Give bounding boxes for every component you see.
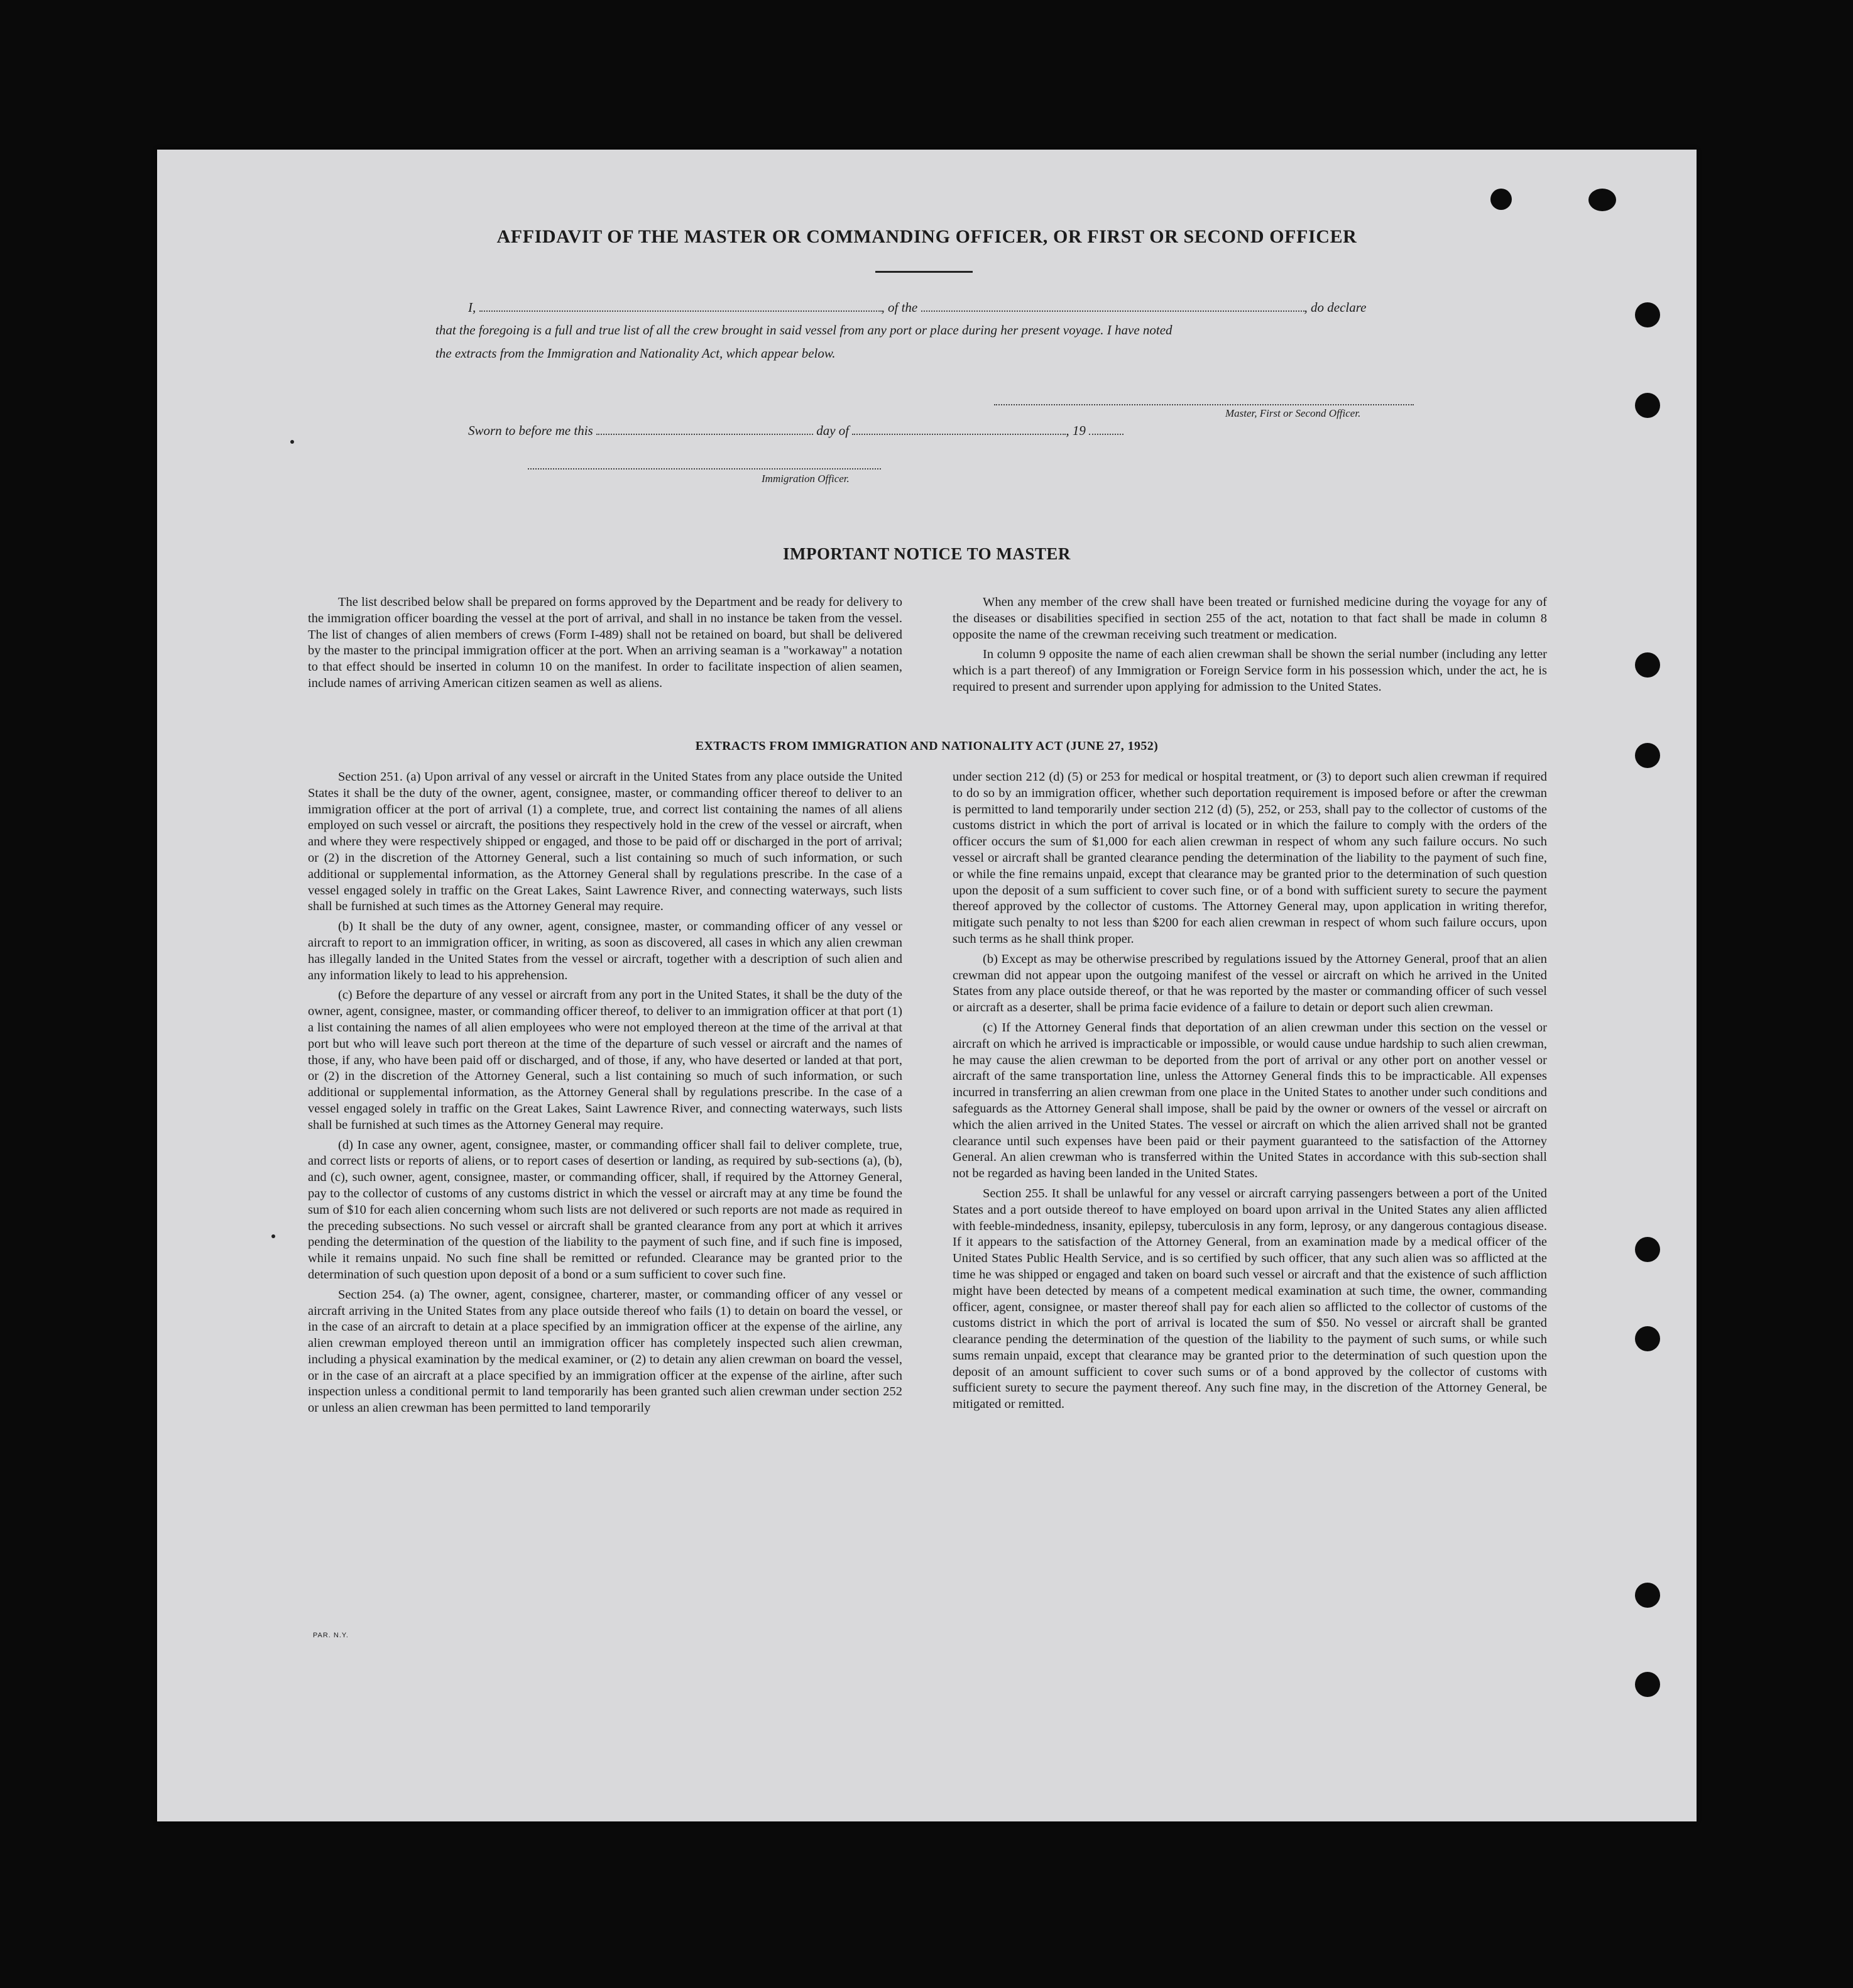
section-254a: Section 254. (a) The owner, agent, consignee, charterer, master, or commanding officer of any vessel or aircraft arriving in the United States from any place outside thereof who fails (1) to detain on board the vessel, or in the case of an aircraft to detain at a place specified by an immigration officer at the expense of the airline, any alien crewman employed thereon until an immigration officer has completely inspected such alien crewman, including a physical examination by the medical examiner, or (2) to detain any alien crewman on board the vessel, or in the case of an aircraft at a place specified by an immigration officer at the expense of the airline, after such inspection unless a conditional permit to land temporarily has been granted such alien crewman under section 252 or unless an alien crewman has been permitted to land temporarily — [308, 1287, 902, 1415]
punch-hole-icon — [1588, 189, 1616, 211]
section-254b: (b) Except as may be otherwise prescribed by regulations issued by the Attorney General, proof that an alien crewman did not appear upon the outgoing manifest of the vessel or aircraft on which he arrived in the United States from any place outside thereof, or that he was reported by the master or commanding officer of such vessel or aircraft as a deserter, shall be prima facie evidence of a failure to detain or deport such alien crewman. — [953, 952, 1547, 1015]
notice-left-column — [308, 595, 902, 696]
punch-hole-icon — [1635, 1237, 1660, 1262]
affidavit-line-3: the extracts from the Immigration and Nationality Act, which appear below. — [435, 346, 836, 361]
document-page — [157, 150, 1697, 1821]
punch-hole-icon — [1635, 1326, 1660, 1351]
title-divider — [875, 271, 973, 273]
of-the-label: , of the — [881, 300, 918, 315]
sworn-label: Sworn to before me this — [468, 423, 593, 438]
sworn-month-blank[interactable] — [852, 422, 1066, 435]
punch-hole-icon — [1490, 189, 1512, 210]
sworn-year-blank[interactable] — [1089, 422, 1123, 435]
punch-hole-icon — [1635, 1672, 1660, 1697]
year-label: , 19 — [1066, 423, 1086, 438]
notice-right-column — [953, 595, 1547, 700]
affidavit-title: AFFIDAVIT OF THE MASTER OR COMMANDING OFFICER, OR FIRST OR SECOND OFFICER — [496, 226, 1357, 247]
section-251d: (d) In case any owner, agent, consignee, master, or commanding officer shall fail to deliver complete, true, and correct lists or reports of aliens, or to report cases of desertion or landing, as required by sub-sections (a), (b), and (c), such owner, agent, consignee, master, or commanding officer, shall, if required by the Attorney General, pay to the collector of customs of any customs district in which the vessel or aircraft may at any time be found the sum of $10 for each alien concerning whom such lists are not delivered or such reports are not made as required in the preceding subsections. No such vessel or aircraft shall be granted clearance from any port at which it arrives pending the determination of the question of the liability to the payment of such fine, and if such fine is imposed, while it remains unpaid. No such fine shall be remitted or refunded. Clearance may be granted prior to the determination of such question upon deposit of a bond or a sum sufficient to cover such fine. — [308, 1138, 902, 1282]
sworn-date-blank[interactable] — [596, 422, 813, 435]
master-signature-label: Master, First or Second Officer. — [1225, 407, 1361, 419]
immigration-officer-signature-line[interactable] — [528, 467, 881, 470]
do-declare-label: , do declare — [1304, 300, 1367, 315]
extracts-title: EXTRACTS FROM IMMIGRATION AND NATIONALITY ACT (JUNE 27, 1952) — [695, 739, 1159, 753]
ink-speck — [271, 1234, 275, 1238]
master-signature-line[interactable] — [994, 403, 1414, 405]
punch-hole-icon — [1635, 393, 1660, 418]
affidavit-line-1 — [468, 299, 1366, 316]
vessel-blank[interactable] — [921, 299, 1304, 312]
section-251c: (c) Before the departure of any vessel or aircraft from any port in the United States, it shall be the duty of the owner, agent, consignee, master, or commanding officer thereof, to deliver to an immigration officer at that port (1) a list containing the names of all alien employees who were not employed thereon at the time of the arrival at that port but who will leave such port thereon at the time of the departure of such vessel or aircraft and the names of those, if any, who have been paid off or discharged, and of those, if any, who have deserted or landed at that port, or (2) in the discretion of the Attorney General, such a list containing so much of such information, or such additional or supplemental information, as the Attorney General shall by regulations prescribe. In the case of a vessel engaged solely in traffic on the Great Lakes, Saint Lawrence River, and connecting waterways, such lists shall be furnished at such times as the Attorney General may require. — [308, 988, 902, 1132]
section-254a-continued: under section 212 (d) (5) or 253 for medical or hospital treatment, or (3) to deport such alien crewman if required to do so by an immigration officer, whether such deportation requirement is imposed before or after the crewman is permitted to land temporarily under section 212 (d) (5), 252, or 253, shall pay to the collector of customs of the customs district in which the port of arrival is located or in which the failure to comply with the orders of the officer occurs the sum of $1,000 for each alien crewman in respect of whom any such failure occurs. No such vessel or aircraft shall be granted clearance pending the determination of the liability to the payment of such fine, or while the fine remains unpaid, except that clearance may be granted prior to the determination of such question upon the deposit of a sum sufficient to cover such fine, or of a bond with sufficient surety to secure the payment thereof approved by the collector of customs. The Attorney General may, upon application in writing therefor, mitigate such penalty to not less than $200 for each alien crewman in respect of whom such failure occurs, upon such terms as he shall think proper. — [953, 770, 1547, 946]
notice-right-paragraph-2: In column 9 opposite the name of each alien crewman shall be shown the serial number (including any letter which is a part thereof) of any Immigration or Foreign Service form in his possession which, under the act, he is required to present and surrender upon applying for admission to the United States. — [953, 647, 1547, 694]
printer-mark: PAR. N.Y. — [313, 1632, 349, 1639]
extracts-right-column — [953, 769, 1547, 1417]
punch-hole-icon — [1635, 652, 1660, 678]
notice-right-paragraph-1: When any member of the crew shall have been treated or furnished medicine during the voyage for any of the diseases or disabilities specified in section 255 of the act, notation to that fact shall be made in column 8 opposite the name of the crewman receiving such treatment or medication. — [953, 595, 1547, 642]
extracts-left-column — [308, 769, 902, 1420]
section-255: Section 255. It shall be unlawful for any vessel or aircraft carrying passengers between a port of the United States and a port outside thereof to have employed on board upon arrival in the United States any alien afflicted with feeble-mindedness, insanity, epilepsy, tuberculosis in any form, leprosy, or any dangerous contagious disease. If it appears to the satisfaction of the Attorney General, from an examination made by a medical officer of the United States Public Health Service, and is so certified by such officer, that any such alien was so afflicted at the time he was shipped or engaged and taken on board such vessel or aircraft and that the existence of such affliction might have been detected by means of a competent medical examination at such time, the owner, commanding officer, agent, consignee, or master thereof shall pay for each alien so afflicted to the collector of customs of the customs district in which the port of arrival is located the sum of $50. No vessel or aircraft shall be granted clearance pending the determination of the question of the liability to the payment of such sums, or while such sums remain unpaid, except that clearance may be granted prior to the determination of such question upon the deposit of an amount sufficient to cover such sums or of a bond approved by the collector of customs with sufficient surety to secure the payment thereof. Any such fine may, in the discretion of the Attorney General, be mitigated or remitted. — [953, 1186, 1547, 1412]
notice-left-paragraph: The list described below shall be prepared on forms approved by the Department and be ready for delivery to the immigration officer boarding the vessel at the port of arrival, and shall in no instance be taken from the vessel. The list of changes of alien members of crews (Form I-489) shall not be retained on board, but shall be delivered by the master to the principal immigration officer at the port. When an arriving seaman is a "workaway" a notation to that effect should be inserted in column 10 on the manifest. In order to facilitate inspection of alien seamen, include names of arriving American citizen seamen as well as aliens. — [308, 595, 902, 690]
section-251b: (b) It shall be the duty of any owner, agent, consignee, master, or commanding officer of any vessel or aircraft to report to an immigration officer, in writing, as soon as discovered, all cases in which any alien crewman has illegally landed in the United States from the vessel or aircraft, together with a description of such alien and any information likely to lead to his apprehension. — [308, 920, 902, 982]
affidavit-i-label: I, — [468, 300, 476, 315]
affidavit-line-2: that the foregoing is a full and true list of all the crew brought in said vessel from any port or place during her present voyage. I have noted — [435, 322, 1172, 338]
ink-speck — [290, 440, 294, 444]
name-blank[interactable] — [479, 299, 882, 312]
section-254c: (c) If the Attorney General finds that deportation of an alien crewman under this section on the vessel or aircraft on which he arrived is impracticable or impossible, or would cause undue hardship to such alien crewman, he may cause the alien crewman to be deported from the port of arrival or any other port on another vessel or aircraft of the same transportation line, unless the Attorney General finds this to be impracticable. All expenses incurred in transferring an alien crewman from one place in the United States to another under such conditions and safeguards as the Attorney General shall impose, shall be paid by the owner or owners of the vessel or aircraft on which the alien arrived in the United States. The vessel or aircraft on which the alien arrived shall not be granted clearance until such expenses have been paid or their payment guaranteed to the satisfaction of the Attorney General. An alien crewman who is transferred within the United States in accordance with this sub-section shall not be regarded as having been landed in the United States. — [953, 1020, 1547, 1181]
punch-hole-icon — [1635, 302, 1660, 327]
notice-title: IMPORTANT NOTICE TO MASTER — [783, 544, 1071, 563]
section-251a: Section 251. (a) Upon arrival of any vessel or aircraft in the United States from any place outside the United States it shall be the duty of the owner, agent, consignee, master, or commanding officer thereof to deliver to an immigration officer at the port of arrival (1) a complete, true, and correct list containing the names of all aliens employed on such vessel or aircraft, the positions they respectively hold in the crew of the vessel or aircraft, when and where they were respectively shipped or engaged, and those to be paid off or discharged in the port of arrival; or (2) in the discretion of the Attorney General, such a list containing so much of such information, or such additional or supplemental information, as the Attorney General shall by regulations prescribe. In the case of a vessel engaged solely in traffic on the Great Lakes, Saint Lawrence River, and connecting waterways, such lists shall be furnished at such times as the Attorney General may require. — [308, 770, 902, 914]
sworn-line — [468, 422, 1123, 439]
day-of-label: day of — [816, 423, 850, 438]
immigration-officer-label: Immigration Officer. — [762, 473, 850, 485]
punch-hole-icon — [1635, 1583, 1660, 1608]
